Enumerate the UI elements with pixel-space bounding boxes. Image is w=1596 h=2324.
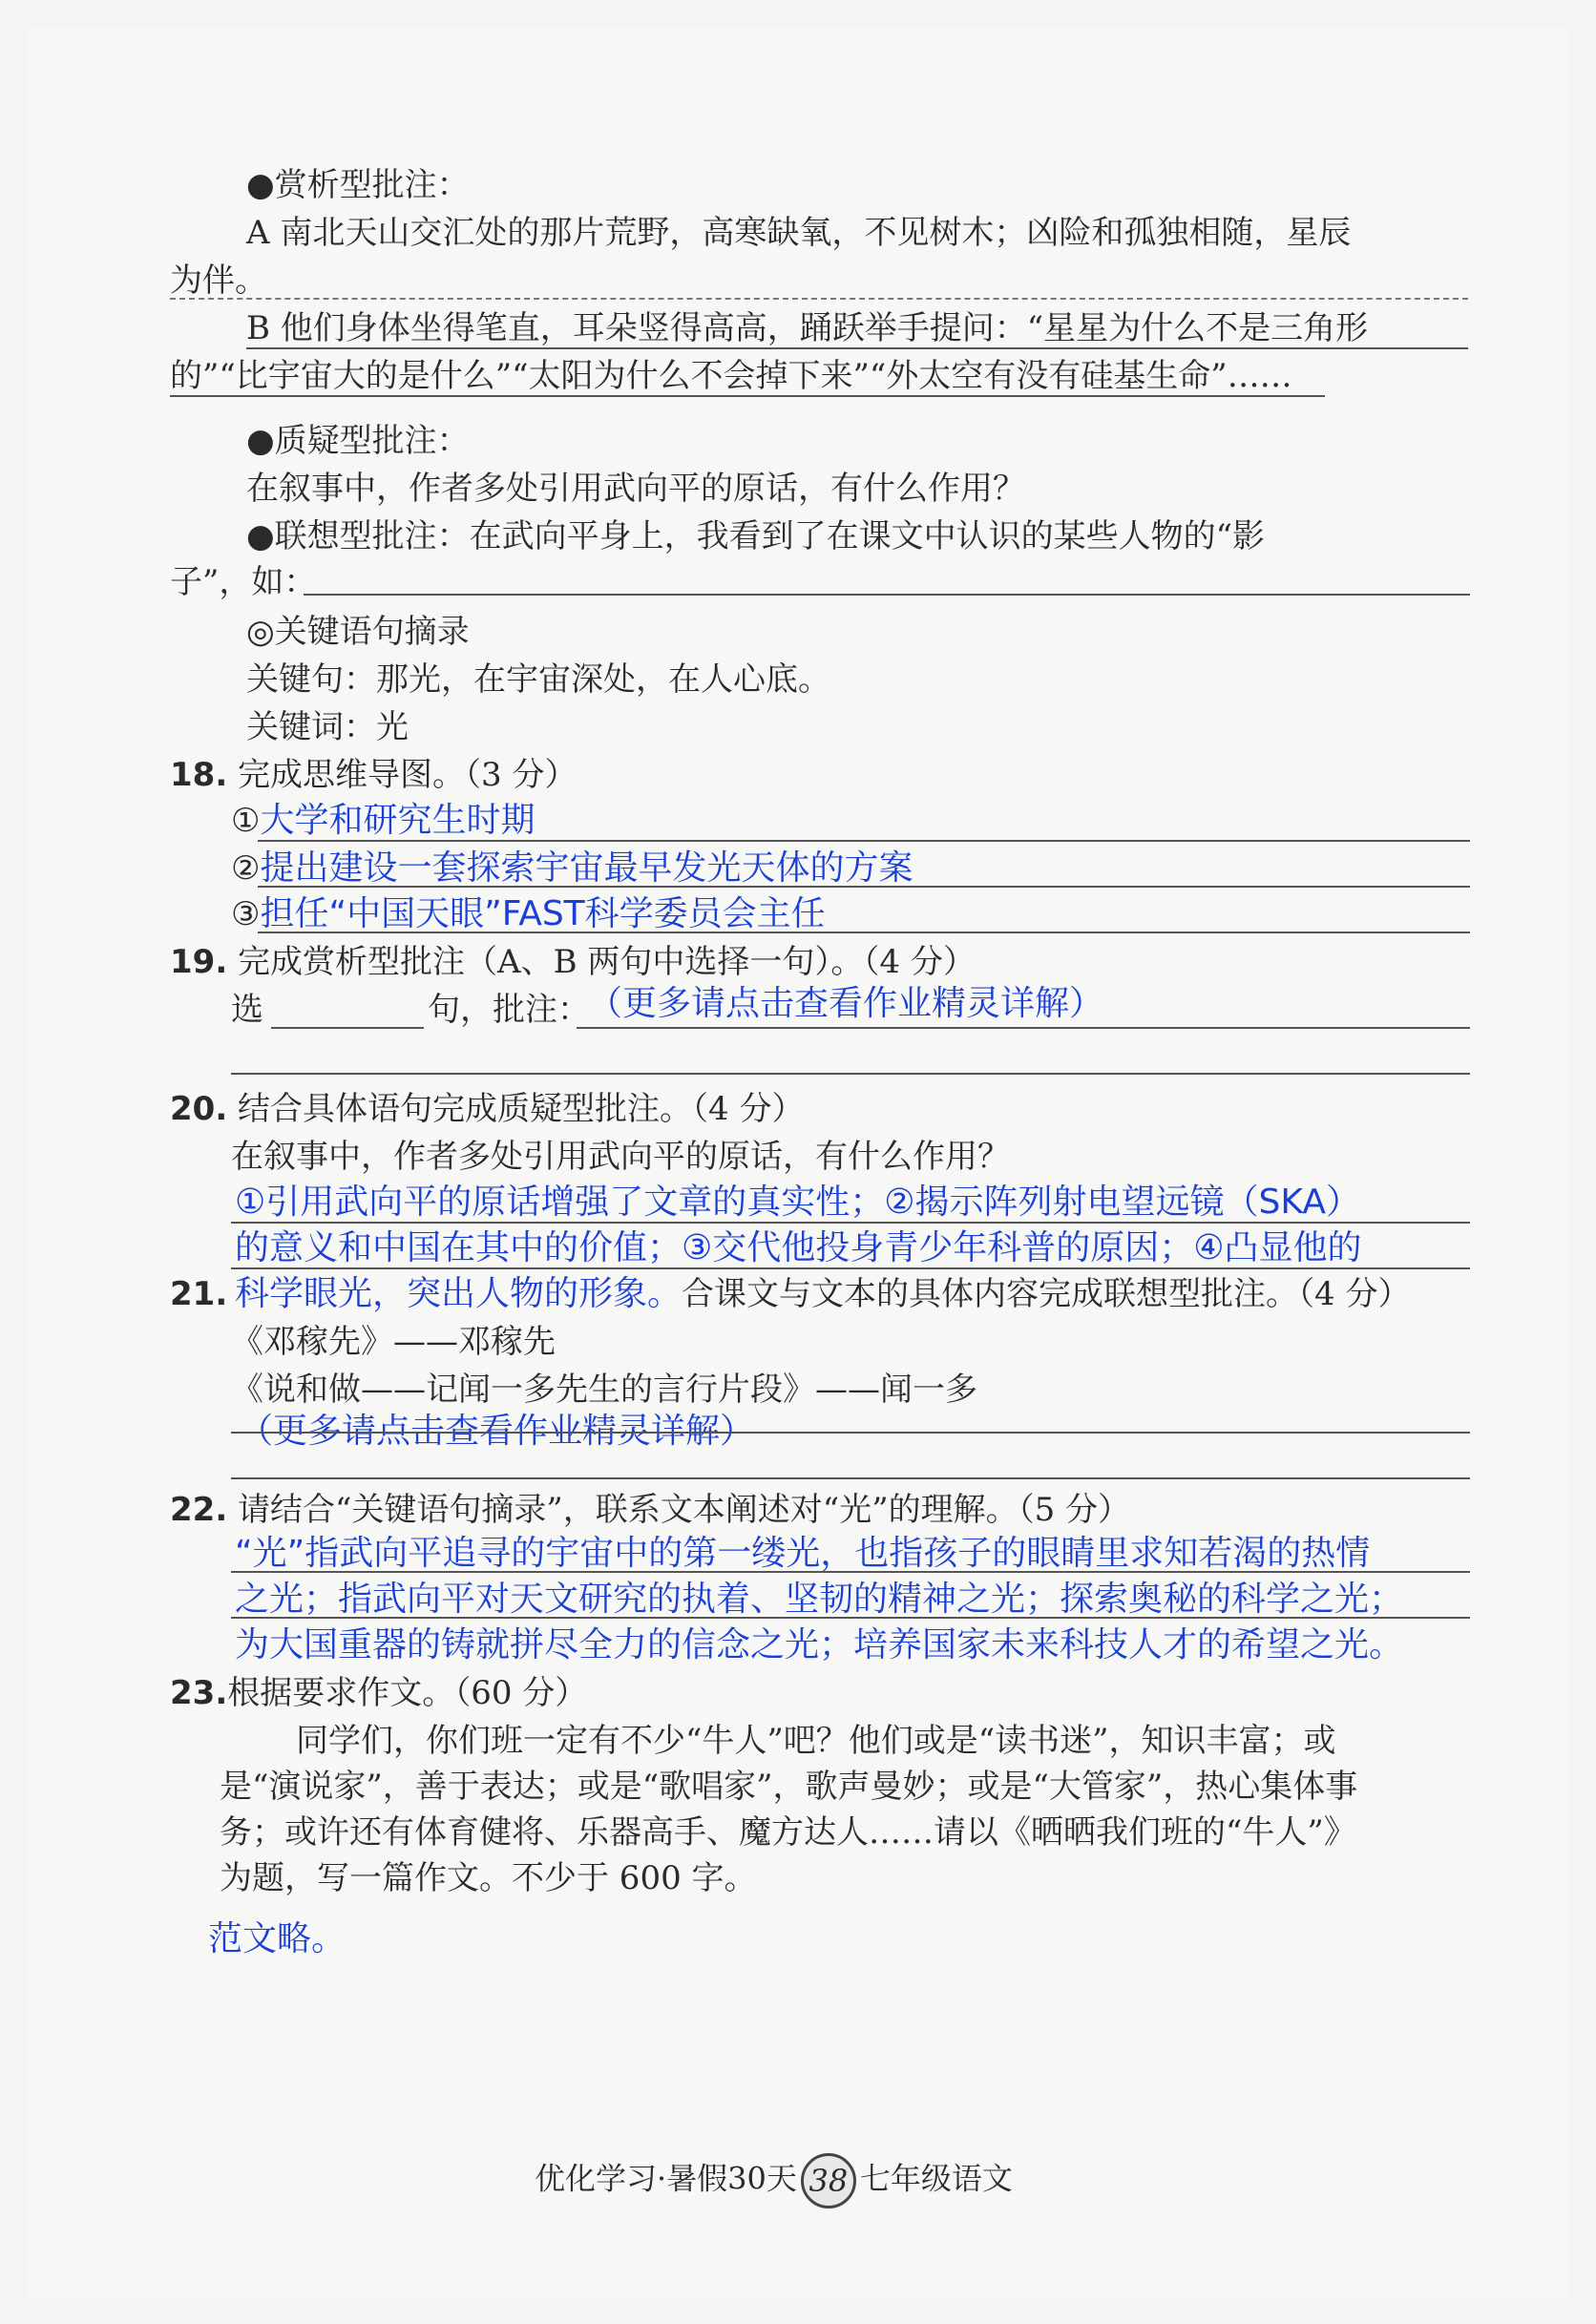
q23-prompt-line-4: 为题，写一篇作文。不少于 600 字。 — [220, 1859, 757, 1897]
q18-line-1 — [258, 840, 1470, 842]
q19-prefix: 选 — [231, 991, 263, 1029]
q18-mark-3: ③ — [231, 895, 261, 933]
q21-item-1: 《邓稼先》——邓稼先 — [231, 1323, 556, 1361]
association-line1: ●联想型批注：在武向平身上，我看到了在课文中认识的某些人物的“影 — [246, 517, 1266, 555]
q22-label — [170, 1489, 1130, 1531]
q21-number-text: 21. — [170, 1275, 228, 1313]
q22-answer-line-1: “光”指武向平追寻的宇宙中的第一缕光，也指孩子的眼睛里求知若渴的热情 — [235, 1534, 1371, 1573]
q18-answer-3-text: 担任“中国天眼”FAST科学委员会主任 — [260, 894, 826, 933]
q18-line-2 — [258, 886, 1470, 888]
q23-prompt-line-1: 同学们，你们班一定有不少“牛人”吧？他们或是“读书迷”，知识丰富；或 — [296, 1722, 1336, 1760]
q22-number: 22. — [170, 1491, 228, 1529]
q19-mid: 句，批注： — [428, 991, 590, 1029]
q23-text: 根据要求作文。（60 分） — [227, 1674, 588, 1712]
q19-text: 完成赏析型批注（A、B 两句中选择一句）。（4 分） — [238, 943, 976, 981]
q19-answer: （更多请点击查看作业精灵详解） — [588, 984, 1104, 1023]
sentence-a-line1: A 南北天山交汇处的那片荒野，高寒缺氧，不见树木；凶险和孤独相随，星辰 — [246, 214, 1352, 252]
q18-answer-1-text: 大学和研究生时期 — [260, 801, 536, 840]
key-sentences-heading: ◎关键语句摘录 — [246, 613, 470, 651]
q18-mark-2: ② — [231, 849, 261, 888]
q19-line-1 — [577, 1027, 1470, 1029]
q21-number — [170, 1273, 227, 1315]
q20-question: 在叙事中，作者多处引用武向平的原话，有什么作用？ — [231, 1138, 1010, 1176]
q22-text: 请结合“关键语句摘录”，联系文本阐述对“光”的理解。（5 分） — [238, 1491, 1131, 1529]
q20-number: 20. — [170, 1090, 228, 1128]
q18-mark-1: ① — [231, 802, 261, 840]
q22-answer-line-2: 之光；指武向平对天文研究的执着、坚韧的精神之光；探索奥秘的科学之光； — [235, 1580, 1404, 1619]
q21-line-2 — [231, 1477, 1470, 1479]
sentence-a-underline — [170, 298, 1468, 300]
page-number: 38 — [801, 2153, 856, 2209]
q20-label — [170, 1088, 805, 1130]
sentence-b-underline-2 — [170, 395, 1325, 397]
appreciation-heading: ●赏析型批注： — [246, 166, 470, 204]
q22-answer-line-3: 为大国重器的铸就拼尽全力的信念之光；培养国家未来科技人才的希望之光。 — [235, 1625, 1404, 1664]
q18-line-3 — [258, 932, 1470, 933]
q18-answer-3 — [231, 893, 826, 935]
q20-answer-line-3: 科学眼光，突出人物的形象。 — [235, 1274, 682, 1313]
q21-line-1 — [231, 1432, 1470, 1434]
footer-book-title: 优化学习·暑假30天 — [535, 2160, 797, 2197]
q18-answer-2 — [231, 848, 914, 890]
q18-label — [170, 754, 578, 796]
q18-answer-1 — [231, 800, 536, 842]
sentence-b-line1: B 他们身体坐得笔直，耳朵竖得高高，踊跃举手提问：“星星为什么不是三角形 — [246, 309, 1369, 347]
q23-prompt-line-2: 是“演说家”，善于表达；或是“歌唱家”，歌声曼妙；或是“大管家”，热心集体事 — [220, 1768, 1358, 1806]
q19-label — [170, 941, 976, 983]
key-word: 关键词：光 — [246, 708, 409, 746]
q22-line-1 — [231, 1571, 1470, 1573]
q18-answer-2-text: 提出建设一套探索宇宙最早发光天体的方案 — [260, 848, 914, 888]
association-answer-line — [304, 594, 1470, 596]
q21-answer: （更多请点击查看作业精灵详解） — [239, 1412, 755, 1451]
q22-line-2 — [231, 1617, 1470, 1619]
footer-subject: 七年级语文 — [859, 2160, 1013, 2197]
association-line2: 子”，如： — [170, 563, 317, 601]
q23-number: 23. — [170, 1674, 228, 1712]
q23-answer: 范文略。 — [208, 1919, 346, 1958]
q20-line-2 — [231, 1267, 1470, 1269]
q21-item-2: 《说和做——记闻一多先生的言行片段》——闻一多 — [231, 1371, 977, 1409]
key-sentence: 关键句：那光，在宇宙深处，在人心底。 — [246, 660, 830, 699]
q23-prompt-line-3: 务；或许还有体育健将、乐器高手、魔方达人……请以《晒晒我们班的“牛人”》 — [220, 1813, 1356, 1852]
sentence-b-line2: 的”“比宇宙大的是什么”“太阳为什么不会掉下来”“外太空有没有硅基生命”…… — [170, 357, 1292, 395]
sentence-a-line2: 为伴。 — [170, 262, 267, 300]
q18-text: 完成思维导图。（3 分） — [238, 756, 578, 794]
q18-number: 18. — [170, 756, 228, 794]
question-type-text: 在叙事中，作者多处引用武向平的原话，有什么作用？ — [246, 470, 1025, 508]
q19-choice-blank — [271, 1027, 424, 1029]
q19-line-2 — [231, 1073, 1470, 1075]
page-footer — [535, 2153, 1013, 2209]
q20-answer-line-1: ①引用武向平的原话增强了文章的真实性；②揭示阵列射电望远镜（SKA） — [235, 1183, 1361, 1222]
q23-label — [170, 1672, 587, 1714]
q20-answer-line-2: 的意义和中国在其中的价值；③交代他投身青少年科普的原因；④凸显他的 — [235, 1228, 1362, 1267]
q20-text: 结合具体语句完成质疑型批注。（4 分） — [238, 1090, 805, 1128]
q20-line-1 — [231, 1222, 1470, 1224]
q19-number: 19. — [170, 943, 228, 981]
q21-text-tail: 合课文与文本的具体内容完成联想型批注。（4 分） — [682, 1275, 1411, 1313]
question-type-heading: ●质疑型批注： — [246, 422, 470, 460]
sentence-b-underline-1 — [246, 347, 1468, 349]
